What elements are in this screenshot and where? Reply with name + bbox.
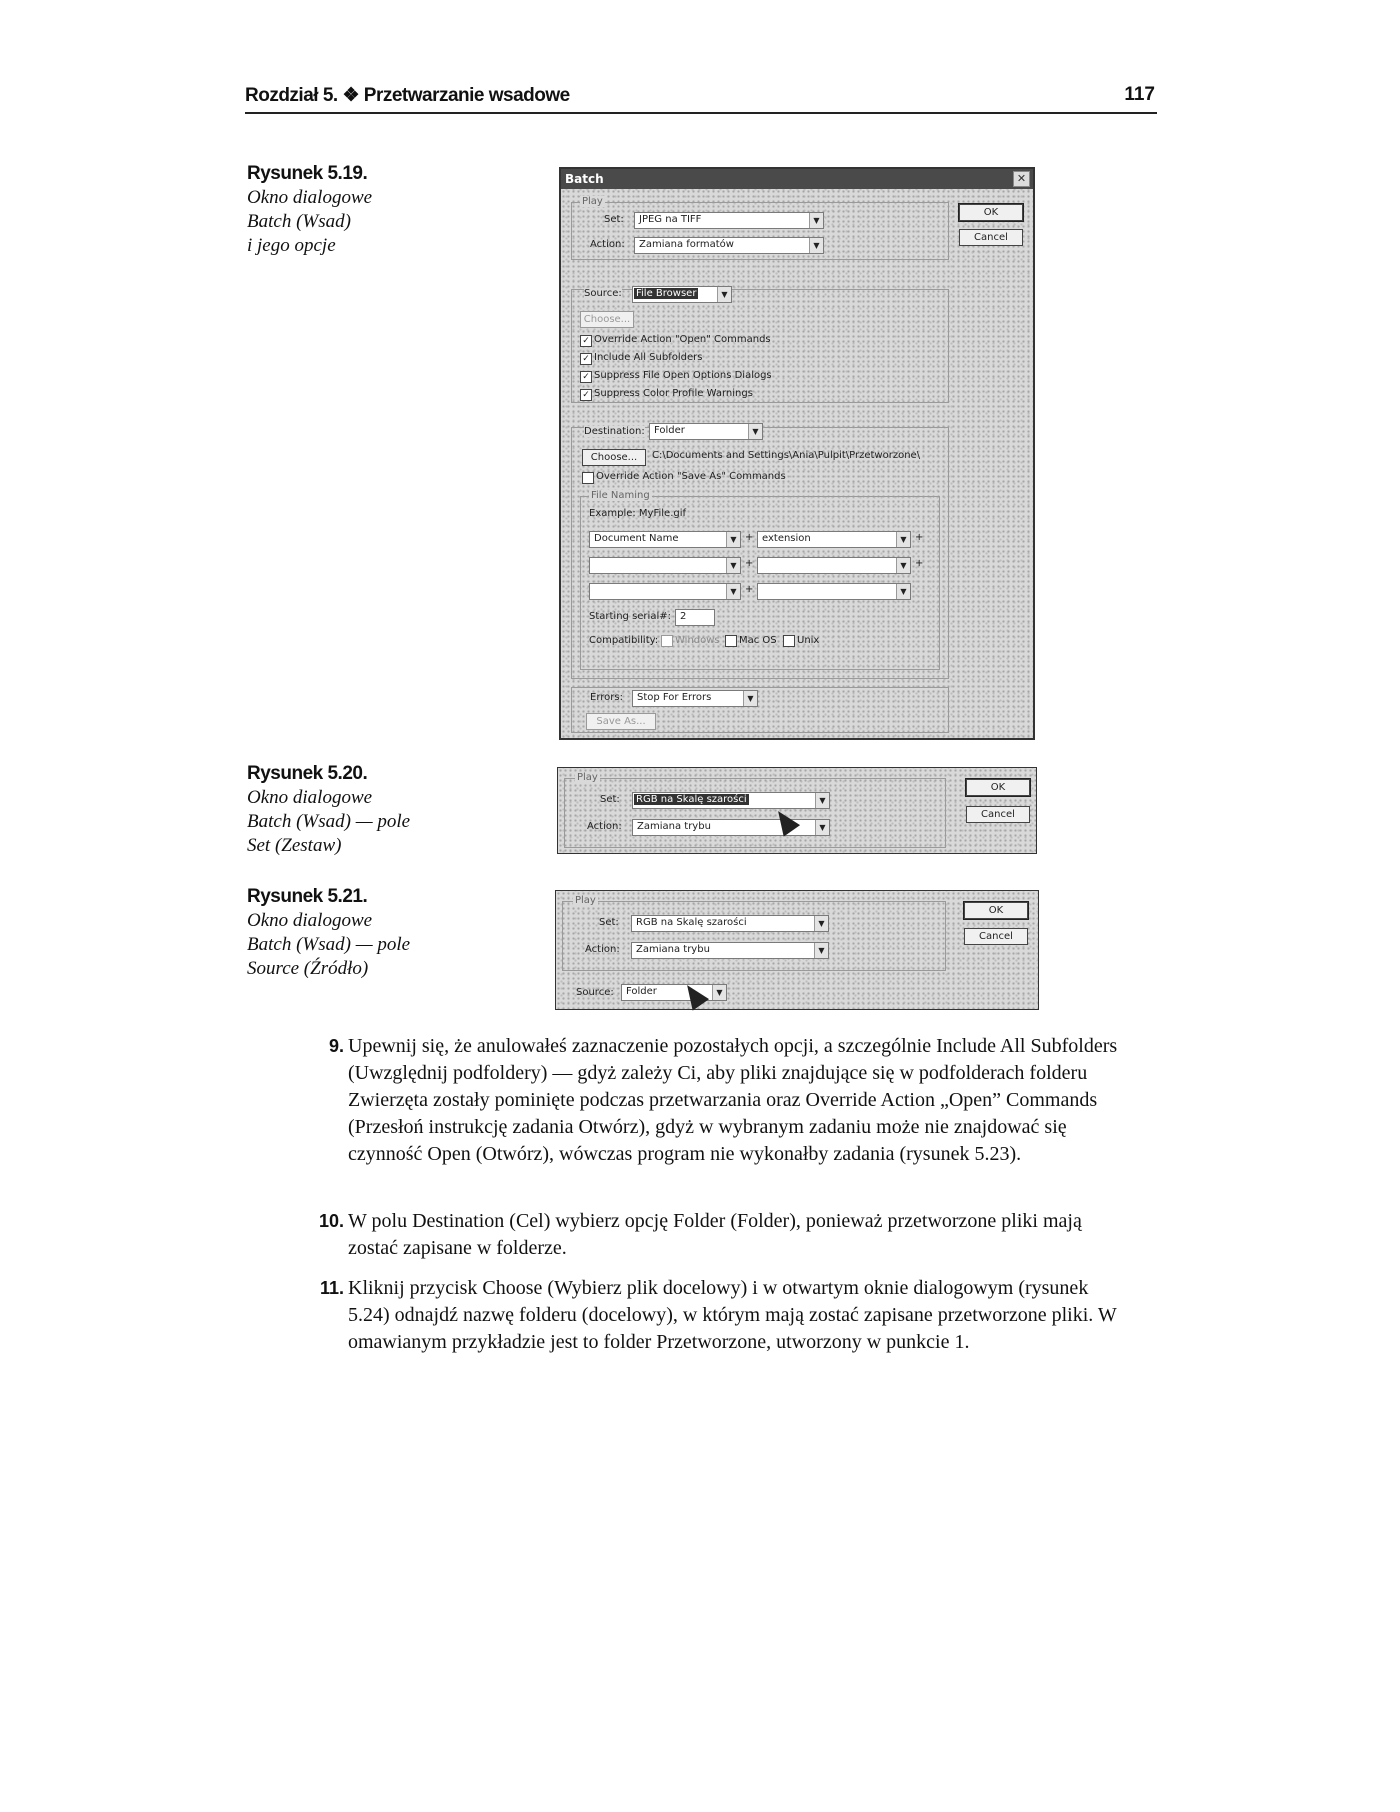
action-select[interactable] — [634, 237, 824, 254]
chevron-down-icon: ▼ — [814, 916, 828, 931]
caption-number: Rysunek 5.20. — [247, 763, 368, 784]
source-select[interactable] — [621, 984, 727, 1001]
plus-sign: + — [915, 558, 924, 569]
action-label: Action: — [587, 821, 622, 832]
source-value: Folder — [626, 986, 657, 997]
caption-line: Okno dialogowe — [247, 187, 373, 208]
caption-line: i jego opcje — [247, 235, 336, 256]
caption-number: Rysunek 5.19. — [247, 163, 368, 184]
include-subfolders-label: Include All Subfolders — [594, 352, 703, 363]
step-text: W polu Destination (Cel) wybierz opcję Folder (Folder), ponieważ przetworzone pliki mają zostać zapisane w folderze. — [348, 1210, 1082, 1259]
choose-destination-button[interactable]: Choose... — [582, 449, 646, 466]
plus-sign: + — [745, 584, 754, 595]
caption-line: Okno dialogowe — [247, 910, 373, 931]
windows-checkbox[interactable] — [661, 635, 673, 647]
cancel-button[interactable]: Cancel — [959, 229, 1023, 246]
override-save-checkbox[interactable] — [582, 472, 594, 484]
play-group-label: Play — [575, 895, 596, 906]
suppress-color-warnings-checkbox[interactable]: ✓ — [580, 389, 592, 401]
play-group — [564, 772, 946, 848]
plus-sign: + — [915, 532, 924, 543]
caption-line: Batch (Wsad) — pole — [247, 811, 411, 832]
destination-select[interactable] — [649, 423, 763, 440]
naming-value: Document Name — [594, 533, 679, 544]
chevron-down-icon: ▼ — [726, 532, 740, 547]
set-value: RGB na Skalę szarości — [636, 917, 747, 928]
caption-line: Source (Źródło) — [247, 958, 369, 979]
suppress-open-dialogs-label: Suppress File Open Options Dialogs — [594, 370, 772, 381]
running-header — [245, 84, 1157, 114]
include-subfolders-checkbox[interactable]: ✓ — [580, 353, 592, 365]
set-label: Set: — [604, 214, 624, 225]
play-group-label: Play — [582, 196, 603, 207]
action-value: Zamiana formatów — [639, 239, 734, 250]
batch-source-dialog — [555, 890, 1039, 1010]
chevron-down-icon: ▼ — [726, 558, 740, 573]
destination-value: Folder — [654, 425, 685, 436]
chevron-down-icon: ▼ — [748, 424, 762, 439]
set-select[interactable] — [632, 792, 830, 809]
chevron-down-icon: ▼ — [717, 287, 731, 302]
unix-label: Unix — [797, 635, 820, 646]
play-group — [562, 895, 946, 971]
set-label: Set: — [599, 917, 619, 928]
cancel-button[interactable]: Cancel — [964, 928, 1028, 945]
errors-label: Errors: — [590, 692, 623, 703]
source-label: Source: — [576, 987, 614, 998]
step-11 — [319, 1275, 1130, 1356]
naming-field-3[interactable] — [589, 557, 741, 574]
action-label: Action: — [585, 944, 620, 955]
figure-caption-5-21 — [247, 885, 467, 981]
destination-path: C:\Documents and Settings\Ania\Pulpit\Przetworzone\ — [652, 450, 921, 461]
step-number: 10. — [318, 1211, 344, 1231]
chevron-down-icon: ▼ — [815, 793, 829, 808]
cancel-button[interactable]: Cancel — [966, 806, 1030, 823]
step-text: Kliknij przycisk Choose (Wybierz plik docelowy) i w otwartym oknie dialogowym (rysunek 5.24) odnajdź nazwę folderu (docelowy), w którym mają zostać zapisane przetworzone pliki. W omawianym przykładzie jest to folder Przetworzone, utworzony w punkcie 1. — [348, 1277, 1117, 1353]
naming-field-2[interactable] — [757, 531, 911, 548]
figure-caption-5-20 — [247, 762, 467, 858]
naming-field-5[interactable] — [589, 583, 741, 600]
file-naming-label: File Naming — [591, 490, 650, 501]
destination-label: Destination: — [584, 426, 645, 437]
errors-value: Stop For Errors — [637, 692, 712, 703]
save-as-button[interactable]: Save As... — [586, 713, 656, 730]
file-naming-group — [580, 490, 940, 670]
override-open-checkbox[interactable]: ✓ — [580, 335, 592, 347]
batch-set-dialog — [557, 767, 1037, 854]
batch-dialog — [559, 167, 1035, 740]
chevron-down-icon: ▼ — [712, 985, 726, 1000]
override-save-label: Override Action "Save As" Commands — [596, 471, 786, 482]
action-select[interactable] — [631, 942, 829, 959]
file-naming-example: Example: MyFile.gif — [589, 508, 687, 519]
chevron-down-icon: ▼ — [896, 532, 910, 547]
chevron-down-icon: ▼ — [815, 820, 829, 835]
suppress-open-dialogs-checkbox[interactable]: ✓ — [580, 371, 592, 383]
set-value: RGB na Skalę szarości — [636, 794, 747, 805]
source-value: File Browser — [636, 288, 697, 299]
chevron-down-icon: ▼ — [743, 691, 757, 706]
chevron-down-icon: ▼ — [809, 213, 823, 228]
action-label: Action: — [590, 239, 625, 250]
errors-select[interactable] — [632, 690, 758, 707]
chevron-down-icon: ▼ — [726, 584, 740, 599]
chevron-down-icon: ▼ — [896, 558, 910, 573]
play-group — [571, 196, 949, 260]
play-group-label: Play — [577, 772, 598, 783]
naming-value: extension — [762, 533, 811, 544]
dialog-titlebar — [561, 169, 1033, 189]
errors-group — [571, 687, 949, 733]
action-select[interactable] — [632, 819, 830, 836]
choose-source-button[interactable]: Choose... — [580, 311, 634, 328]
starting-serial-label: Starting serial#: — [589, 611, 671, 622]
source-select[interactable] — [632, 286, 732, 303]
set-value: JPEG na TIFF — [639, 214, 702, 225]
set-label: Set: — [600, 794, 620, 805]
plus-sign: + — [745, 558, 754, 569]
page-number: 117 — [1124, 84, 1155, 105]
windows-label: Windows — [675, 635, 720, 646]
action-value: Zamiana trybu — [637, 821, 711, 832]
caption-line: Batch (Wsad) — pole — [247, 934, 411, 955]
naming-field-1[interactable] — [589, 531, 741, 548]
unix-checkbox[interactable] — [783, 635, 795, 647]
chapter-title: Rozdział 5. ❖ Przetwarzanie wsadowe — [245, 85, 570, 106]
ok-button[interactable]: OK — [964, 902, 1028, 919]
step-10 — [318, 1208, 1130, 1262]
step-text: Upewnij się, że anulowałeś zaznaczenie pozostałych opcji, a szczególnie Include All Subfolders (Uwzględnij podfoldery) — gdyż zależy Ci, aby pliki znajdujące się w podfolderach folderu Zwierzęta zostały pominięte podczas przetwarzania oraz Override Action „Open” Commands (Przesłoń instrukcję zadania Otwórz), gdyż w wybranym zadaniu może nie znajdować się czynność Open (Otwórz), wówczas program nie wykonałby zadania (rysunek 5.23). — [348, 1035, 1118, 1165]
dialog-title: Batch — [565, 172, 604, 186]
ok-button[interactable]: OK — [966, 779, 1030, 796]
starting-serial-value: 2 — [680, 611, 687, 622]
caption-line: Okno dialogowe — [247, 787, 373, 808]
step-number: 11. — [319, 1278, 344, 1298]
caption-line: Set (Zestaw) — [247, 835, 342, 856]
chevron-down-icon: ▼ — [896, 584, 910, 599]
naming-field-4[interactable] — [757, 557, 911, 574]
starting-serial-input[interactable] — [675, 609, 715, 626]
figure-caption-5-19 — [247, 162, 467, 258]
set-select[interactable] — [631, 915, 829, 932]
close-icon[interactable]: ✕ — [1013, 171, 1030, 187]
macos-label: Mac OS — [739, 635, 777, 646]
caption-line: Batch (Wsad) — [247, 211, 351, 232]
destination-group — [571, 427, 949, 679]
override-open-label: Override Action "Open" Commands — [594, 334, 771, 345]
action-value: Zamiana trybu — [636, 944, 710, 955]
step-9 — [328, 1033, 1130, 1168]
set-select[interactable] — [634, 212, 824, 229]
source-group — [571, 289, 949, 403]
source-label: Source: — [584, 288, 622, 299]
suppress-color-warnings-label: Suppress Color Profile Warnings — [594, 388, 753, 399]
macos-checkbox[interactable] — [725, 635, 737, 647]
chevron-down-icon: ▼ — [809, 238, 823, 253]
chevron-down-icon: ▼ — [814, 943, 828, 958]
plus-sign: + — [745, 532, 754, 543]
compatibility-label: Compatibility: — [589, 635, 659, 646]
caption-number: Rysunek 5.21. — [247, 886, 368, 907]
step-number: 9. — [328, 1036, 344, 1056]
naming-field-6[interactable] — [757, 583, 911, 600]
ok-button[interactable]: OK — [959, 204, 1023, 221]
